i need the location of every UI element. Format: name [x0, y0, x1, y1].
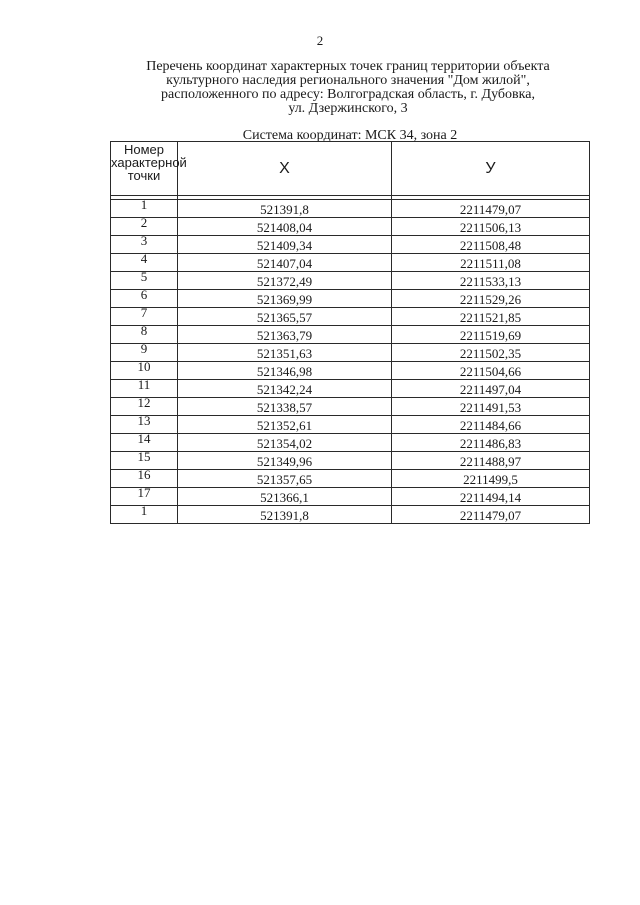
table-row [111, 506, 590, 524]
title-line-4: ул. Дзержинского, 3 [288, 101, 408, 116]
x-coordinate-cell: 521409,34 [178, 236, 392, 254]
x-coordinate-cell: 521351,63 [178, 344, 392, 362]
x-coordinate-cell: 521352,61 [178, 416, 392, 434]
point-number-cell: 7 [111, 308, 178, 326]
x-coordinate-cell: 521372,49 [178, 272, 392, 290]
y-coordinate-cell: 2211521,85 [392, 308, 590, 326]
point-number-cell: 14 [111, 434, 178, 452]
table-row [111, 416, 590, 434]
point-number-cell: 10 [111, 362, 178, 380]
x-coordinate-cell: 521391,8 [178, 200, 392, 218]
point-number-cell: 4 [111, 254, 178, 272]
table-row [111, 272, 590, 290]
title-line-2: культурного наследия регионального значения "Дом жилой", [166, 73, 530, 88]
point-number-cell: 9 [111, 344, 178, 362]
table-row [111, 236, 590, 254]
point-number-cell: 17 [111, 488, 178, 506]
table-row [111, 344, 590, 362]
y-coordinate-cell: 2211511,08 [392, 254, 590, 272]
document-title [118, 60, 578, 116]
x-coordinate-cell: 521408,04 [178, 218, 392, 236]
title-line-3: расположенного по адресу: Волгоградская область, г. Дубовка, [161, 87, 535, 102]
y-coordinate-cell: 2211484,66 [392, 416, 590, 434]
header-point-number [111, 142, 187, 196]
table-row [111, 488, 590, 506]
table-row [111, 326, 590, 344]
table-row [111, 470, 590, 488]
y-coordinate-cell: 2211508,48 [392, 236, 590, 254]
x-coordinate-cell: 521369,99 [178, 290, 392, 308]
table-row [111, 398, 590, 416]
title-line-1: Перечень координат характерных точек границ территории объекта [146, 59, 550, 74]
point-number-cell: 1 [111, 506, 178, 524]
table-body [111, 196, 590, 524]
coordinates-table [110, 141, 590, 524]
point-number-cell: 5 [111, 272, 178, 290]
x-coordinate-cell: 521354,02 [178, 434, 392, 452]
point-number-cell: 2 [111, 218, 178, 236]
y-coordinate-cell: 2211491,53 [392, 398, 590, 416]
y-coordinate-cell: 2211506,13 [392, 218, 590, 236]
table-row [111, 200, 590, 218]
y-coordinate-cell: 2211502,35 [392, 344, 590, 362]
table-row [111, 452, 590, 470]
x-coordinate-cell: 521349,96 [178, 452, 392, 470]
y-coordinate-cell: 2211479,07 [392, 506, 590, 524]
point-number-cell: 1 [111, 200, 178, 218]
x-coordinate-cell: 521357,65 [178, 470, 392, 488]
header-number-line: характерной [111, 155, 187, 170]
y-coordinate-cell: 2211497,04 [392, 380, 590, 398]
y-coordinate-cell: 2211519,69 [392, 326, 590, 344]
table-row [111, 434, 590, 452]
table-row [111, 290, 590, 308]
table-row [111, 380, 590, 398]
header-number-line: Номер [123, 142, 164, 157]
x-coordinate-cell: 521391,8 [178, 506, 392, 524]
y-coordinate-cell: 2211486,83 [392, 434, 590, 452]
table-header-row [111, 142, 590, 196]
header-y: У [392, 142, 590, 196]
point-number-cell: 8 [111, 326, 178, 344]
point-number-cell: 3 [111, 236, 178, 254]
y-coordinate-cell: 2211504,66 [392, 362, 590, 380]
table-row [111, 254, 590, 272]
y-coordinate-cell: 2211488,97 [392, 452, 590, 470]
table-row [111, 308, 590, 326]
x-coordinate-cell: 521365,57 [178, 308, 392, 326]
point-number-cell: 6 [111, 290, 178, 308]
x-coordinate-cell: 521407,04 [178, 254, 392, 272]
point-number-cell: 11 [111, 380, 178, 398]
y-coordinate-cell: 2211533,13 [392, 272, 590, 290]
x-coordinate-cell: 521346,98 [178, 362, 392, 380]
point-number-cell: 12 [111, 398, 178, 416]
page-number: 2 [316, 33, 324, 48]
point-number-cell: 15 [111, 452, 178, 470]
x-coordinate-cell: 521338,57 [178, 398, 392, 416]
table-row [111, 218, 590, 236]
y-coordinate-cell: 2211529,26 [392, 290, 590, 308]
x-coordinate-cell: 521366,1 [178, 488, 392, 506]
x-coordinate-cell: 521363,79 [178, 326, 392, 344]
y-coordinate-cell: 2211494,14 [392, 488, 590, 506]
point-number-cell: 16 [111, 470, 178, 488]
x-coordinate-cell: 521342,24 [178, 380, 392, 398]
coordinate-system-caption: Система координат: МСК 34, зона 2 [242, 128, 458, 143]
y-coordinate-cell: 2211499,5 [392, 470, 590, 488]
header-number-line: точки [127, 168, 161, 183]
table-row [111, 362, 590, 380]
y-coordinate-cell: 2211479,07 [392, 200, 590, 218]
header-x: X [178, 142, 392, 196]
point-number-cell: 13 [111, 416, 178, 434]
